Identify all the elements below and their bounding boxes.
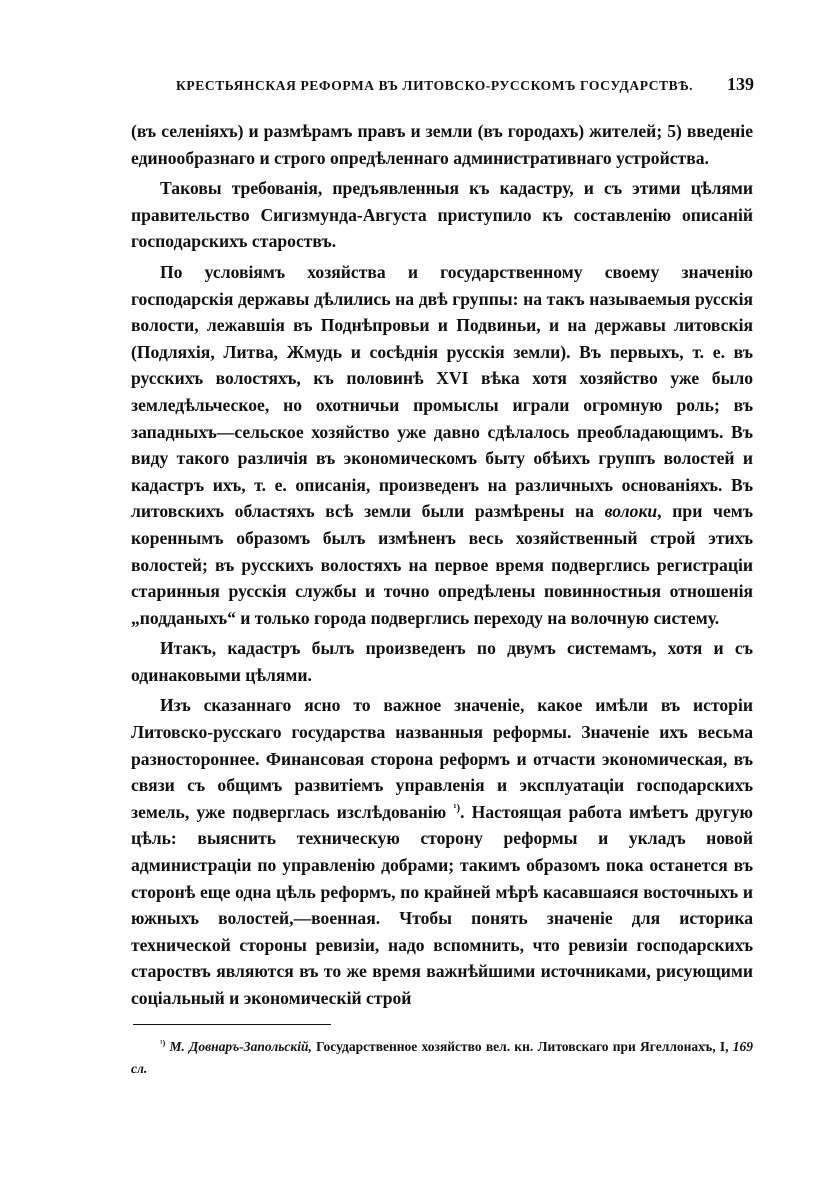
paragraph-5-part-a: Изъ сказаннаго ясно то важное значеніе, какое имѣли въ исторіи Литовско-русскаго государства названныя реформы. Значеніе ихъ весьма разностороннее. Финансовая сторона реформъ и отчасти экономическая, въ связи съ общимъ развитіемъ управленія и эксплуатаціи господарскихъ земель, уже подверглась изслѣдованію — [131, 695, 753, 822]
page-header — [176, 74, 754, 95]
paragraph-3-part-b: , при чемъ кореннымъ образомъ былъ измѣненъ весь хозяйственный строй этихъ волостей; въ русскихъ волостяхъ на первое время подверглись регистраціи старинныя русскія службы и точно опредѣлены повинностныя отношенія „подданыхъ“ и только города подверглись переходу на волочную систему. — [131, 501, 753, 628]
paragraph-3 — [131, 259, 753, 631]
page-number: 139 — [727, 74, 754, 94]
footnote-reference: ¹) — [453, 801, 461, 814]
footnote-marker: ¹) — [160, 1038, 166, 1048]
running-title: КРЕСТЬЯНСКАЯ РЕФОРМА ВЪ ЛИТОВСКО-РУССКОМЪ ГОСУДАРСТВѢ. — [176, 78, 694, 93]
paragraph-5-part-b: . Настоящая работа имѣетъ другую цѣль: выяснить техническую сторону реформы и укладъ новой администраціи по управленію добрами; такимъ образомъ пока останется въ сторонѣ еще одна цѣль реформъ, по крайней мѣрѣ касавшаяся восточныхъ и южныхъ волостей,—военная. Чтобы понять значеніе для историка технической стороны ревизіи, надо вспомнить, что ревизіи господарскихъ староствъ являются въ то же время важнѣйшими источниками, рисующими соціальный и экономическій строй — [131, 801, 753, 1008]
italic-term-voloki: волоки — [604, 501, 658, 522]
paragraph-1: (въ селеніяхъ) и размѣрамъ правъ и земли (въ городахъ) жителей; 5) введеніе единообразнаго и строго опредѣленнаго административнаго устройства. — [131, 121, 753, 168]
paragraph-5 — [131, 692, 753, 1011]
paragraph-3-part-a: По условіямъ хозяйства и государственному своему значенію господарскія державы дѣлились на двѣ группы: на такъ называемыя русскія волости, лежавшія въ Поднѣпровьи и Подвиньи, и на державы литовскія (Подляхія, Литва, Жмудь и сосѣднія русскія земли). Въ первыхъ, т. е. въ русскихъ волостяхъ, къ половинѣ XVI вѣка хотя хозяйство уже было земледѣльческое, но охотничьи промыслы играли огромную роль; въ западныхъ—сельское хозяйство уже давно сдѣлалось преобладающимъ. Въ виду такого различія въ экономическомъ быту обѣихъ группъ волостей и кадастръ ихъ, т. е. описанія, произведенъ на различныхъ основаніяхъ. Въ литовскихъ областяхъ всѣ земли были размѣрены на — [131, 261, 753, 522]
footnote-author: М. Довнаръ-Запольскій, — [169, 1039, 312, 1054]
body-text — [131, 118, 753, 1016]
footnote — [131, 1036, 753, 1080]
paragraph-4: Итакъ, кадастръ былъ произведенъ по двумъ системамъ, хотя и съ одинаковыми цѣлями. — [131, 638, 753, 685]
footnote-pages: 169 сл. — [131, 1039, 754, 1076]
footnote-divider — [133, 1024, 331, 1025]
paragraph-2: Таковы требованія, предъявленныя къ кадастру, и съ этими цѣлями правительство Сигизмунда-Августа приступило къ составленію описаній господарскихъ староствъ. — [131, 178, 753, 252]
footnote-title: Государственное хозяйство вел. кн. Литовскаго при Ягеллонахъ, I, — [311, 1039, 733, 1054]
